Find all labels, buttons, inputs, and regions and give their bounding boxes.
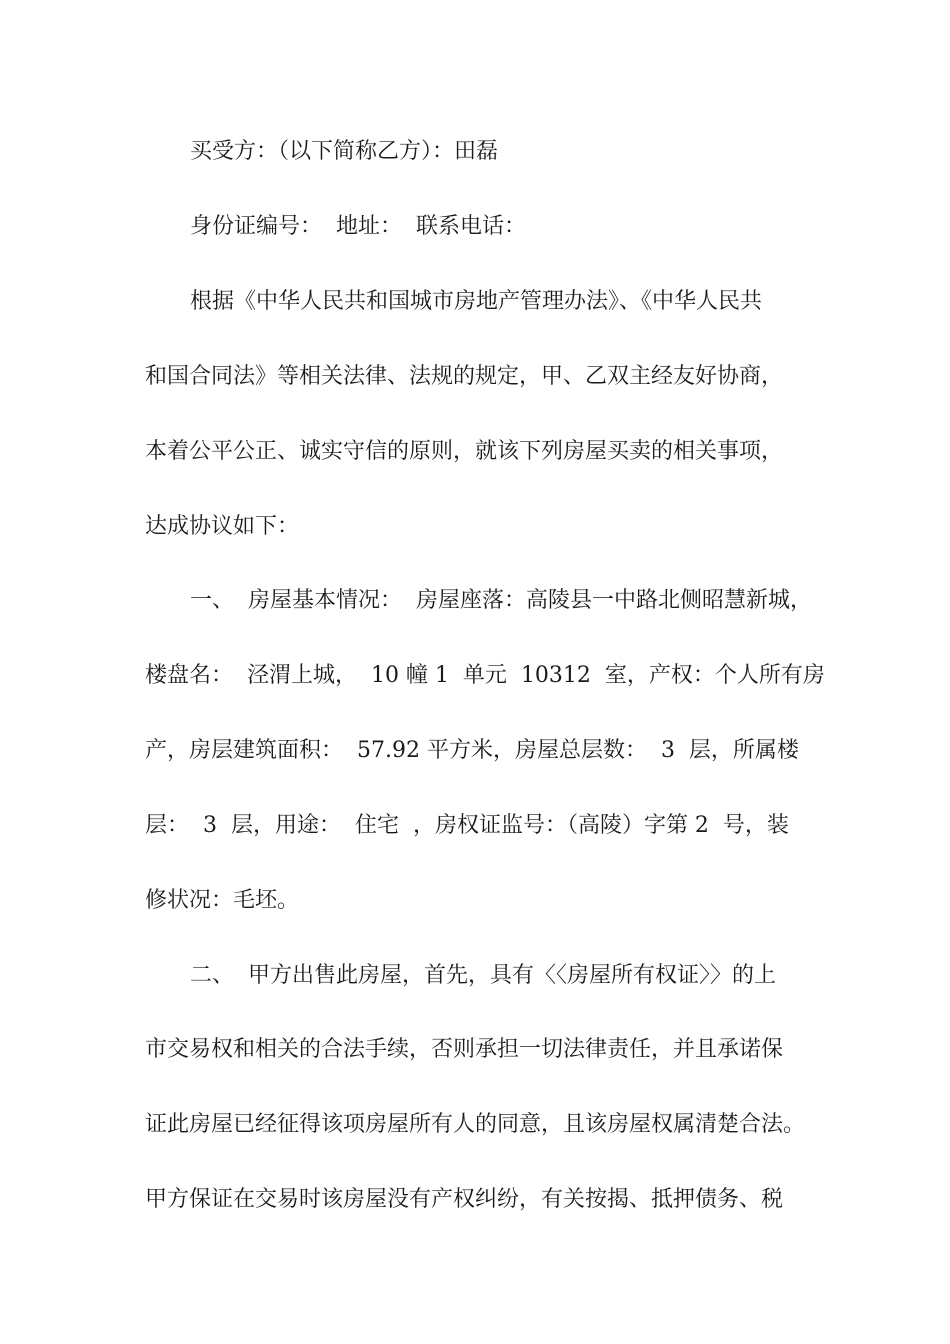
text-line: 修状况：毛坯。 — [145, 888, 300, 913]
text-line: 层： 3 层，用途： 住宅 ，房权证监号：（高陵）字第 2 号，装 — [145, 813, 789, 838]
text-line: 甲方保证在交易时该房屋没有产权纠纷，有关按揭、抵押债务、税 — [145, 1187, 784, 1212]
text-line: 达成协议如下： — [145, 514, 300, 539]
text-line: 买受方：（以下简称乙方）：田磊 — [190, 139, 499, 164]
text-line: 二、 甲方出售此房屋，首先，具有〈〈房屋所有权证〉〉的上 — [190, 963, 776, 988]
text-line: 身份证编号： 地址： 联系电话： — [190, 214, 526, 239]
text-line: 证此房屋已经征得该项房屋所有人的同意，且该房屋权属清楚合法。 — [145, 1112, 806, 1137]
text-line: 和国合同法》等相关法律、法规的规定，甲、乙双主经友好协商， — [145, 364, 784, 389]
text-line: 一、 房屋基本情况： 房屋座落：高陵县一中路北侧昭慧新城， — [190, 588, 812, 613]
text-line: 根据《中华人民共和国城市房地产管理办法》、《中华人民共 — [190, 289, 763, 314]
text-line: 产，房层建筑面积： 57.92 平方米，房屋总层数： 3 层，所属楼 — [145, 738, 799, 763]
text-line: 楼盘名： 泾渭上城， 10 幢 1 单元 10312 室，产权：个人所有房 — [145, 663, 825, 688]
text-line: 市交易权和相关的合法手续，否则承担一切法律责任，并且承诺保 — [145, 1037, 784, 1062]
text-line: 本着公平公正、诚实守信的原则，就该下列房屋买卖的相关事项， — [145, 439, 784, 464]
